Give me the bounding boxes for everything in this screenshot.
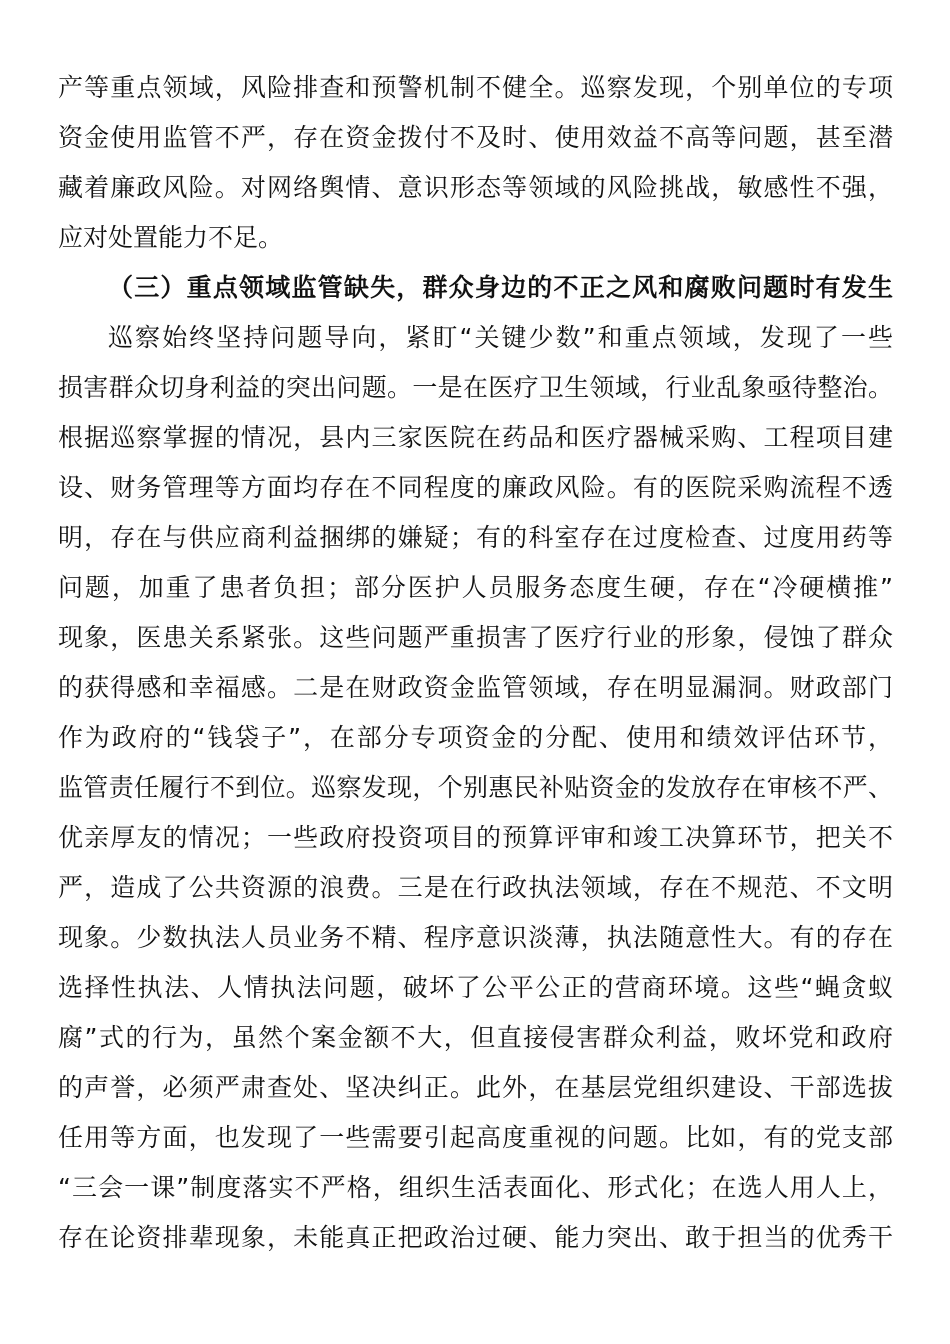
section-heading: （三）重点领域监管缺失，群众身边的不正之风和腐败问题时有发生 [108,273,893,302]
paragraph-line: 应对处置能力不足。 [58,223,284,252]
paragraph-line: 设、财务管理等方面均存在不同程度的廉政风险。有的医院采购流程不透 [58,473,893,502]
paragraph-line: 作为政府的“钱袋子”，在部分专项资金的分配、使用和绩效评估环节， [58,723,893,752]
paragraph-line: 存在论资排辈现象，未能真正把政治过硬、能力突出、敢于担当的优秀干 [58,1223,893,1252]
paragraph-line: 的获得感和幸福感。二是在财政资金监管领域，存在明显漏洞。财政部门 [58,673,893,702]
paragraph-line: 问题，加重了患者负担；部分医护人员服务态度生硬，存在“冷硬横推” [58,573,893,602]
paragraph-line: 现象。少数执法人员业务不精、程序意识淡薄，执法随意性大。有的存在 [58,923,893,952]
paragraph-line: 资金使用监管不严，存在资金拨付不及时、使用效益不高等问题，甚至潜 [58,123,893,152]
paragraph-line: 的声誉，必须严肃查处、坚决纠正。此外，在基层党组织建设、干部选拔 [58,1073,893,1102]
paragraph-line: 选择性执法、人情执法问题，破坏了公平公正的营商环境。这些“蝇贪蚁 [58,973,893,1002]
paragraph-line: 严，造成了公共资源的浪费。三是在行政执法领域，存在不规范、不文明 [58,873,893,902]
paragraph-line: 腐”式的行为，虽然个案金额不大，但直接侵害群众利益，败坏党和政府 [58,1023,893,1052]
paragraph-line: 监管责任履行不到位。巡察发现，个别惠民补贴资金的发放存在审核不严、 [58,773,893,802]
paragraph-line: 损害群众切身利益的突出问题。一是在医疗卫生领域，行业乱象亟待整治。 [58,373,893,402]
paragraph-line: “三会一课”制度落实不严格，组织生活表面化、形式化；在选人用人上， [58,1173,893,1202]
paragraph-line: 明，存在与供应商利益捆绑的嫌疑；有的科室存在过度检查、过度用药等 [58,523,893,552]
paragraph-line: 巡察始终坚持问题导向，紧盯“关键少数”和重点领域，发现了一些 [108,323,893,352]
paragraph-line: 现象，医患关系紧张。这些问题严重损害了医疗行业的形象，侵蚀了群众 [58,623,893,652]
paragraph-line: 优亲厚友的情况；一些政府投资项目的预算评审和竣工决算环节，把关不 [58,823,893,852]
paragraph-line: 产等重点领域，风险排查和预警机制不健全。巡察发现，个别单位的专项 [58,73,893,102]
paragraph-line: 任用等方面，也发现了一些需要引起高度重视的问题。比如，有的党支部 [58,1123,893,1152]
paragraph-line: 根据巡察掌握的情况，县内三家医院在药品和医疗器械采购、工程项目建 [58,423,893,452]
paragraph-line: 藏着廉政风险。对网络舆情、意识形态等领域的风险挑战，敏感性不强， [58,173,893,202]
